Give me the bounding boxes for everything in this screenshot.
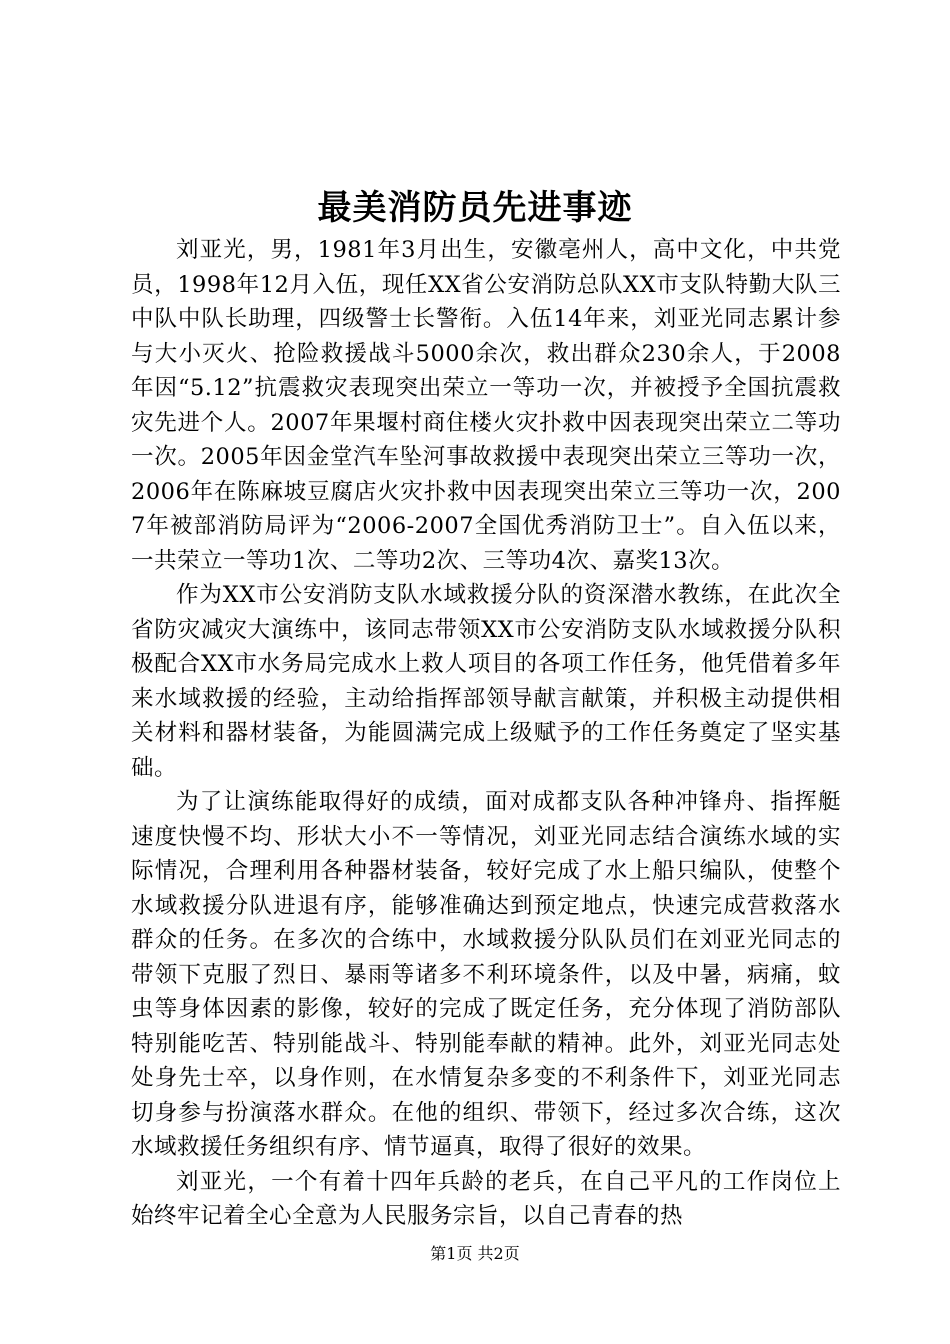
paragraph-2: 作为XX市公安消防支队水域救援分队的资深潜水教练，在此次全省防灾减灾大演练中，该同志带领XX市公安消防支队水域救援分队积极配合XX市水务局完成水上救人项目的各项工作任务，他凭借着多年来水域救援的经验，主动给指挥部领导献言献策，并积极主动提供相关材料和器材装备，为能圆满完成上级赋予的工作任务奠定了坚实基础。 [131, 582, 841, 781]
page-title: 最美消防员先进事迹 [317, 188, 633, 228]
page-number-footer: 第1页 共2页 [430, 1244, 520, 1263]
paragraph-3: 为了让演练能取得好的成绩，面对成都支队各种冲锋舟、指挥艇速度快慢不均、形状大小不一等情况，刘亚光同志结合演练水域的实际情况，合理利用各种器材装备，较好完成了水上船只编队，使整个水域救援分队进退有序，能够准确达到预定地点，快速完成营救落水群众的任务。在多次的合练中，水域救援分队队员们在刘亚光同志的带领下克服了烈日、暴雨等诸多不利环境条件，以及中暑，病痛，蚊虫等身体因素的影像，较好的完成了既定任务，充分体现了消防部队特别能吃苦、特别能战斗、特别能奉献的精神。此外，刘亚光同志处处身先士卒，以身作则，在水情复杂多变的不利条件下，刘亚光同志切身参与扮演落水群众。在他的组织、带领下，经过多次合练，这次水域救援任务组织有序、情节逼真，取得了很好的效果。 [131, 789, 841, 1160]
paragraph-1: 刘亚光，男，1981年3月出生，安徽亳州人，高中文化，中共党员，1998年12月入伍，现任XX省公安消防总队XX市支队特勤大队三中队中队长助理，四级警士长警衔。入伍14年来，刘亚光同志累计参与大小灭火、抢险救援战斗5000余次，救出群众230余人，于2008年因“5.12”抗震救灾表现突出荣立一等功一次，并被授予全国抗震救灾先进个人。2007年果堰村商住楼火灾扑救中因表现突出荣立二等功一次。2005年因金堂汽车坠河事故救援中表现突出荣立三等功一次，2006年在陈麻坡豆腐店火灾扑救中因表现突出荣立三等功一次，2007年被部消防局评为“2006-2007全国优秀消防卫士”。自入伍以来，一共荣立一等功1次、二等功2次、三等功4次、嘉奖13次。 [131, 237, 841, 574]
document-body [131, 233, 841, 1234]
paragraph-4: 刘亚光，一个有着十四年兵龄的老兵，在自己平凡的工作岗位上始终牢记着全心全意为人民服务宗旨，以自己青春的热 [131, 1168, 841, 1229]
